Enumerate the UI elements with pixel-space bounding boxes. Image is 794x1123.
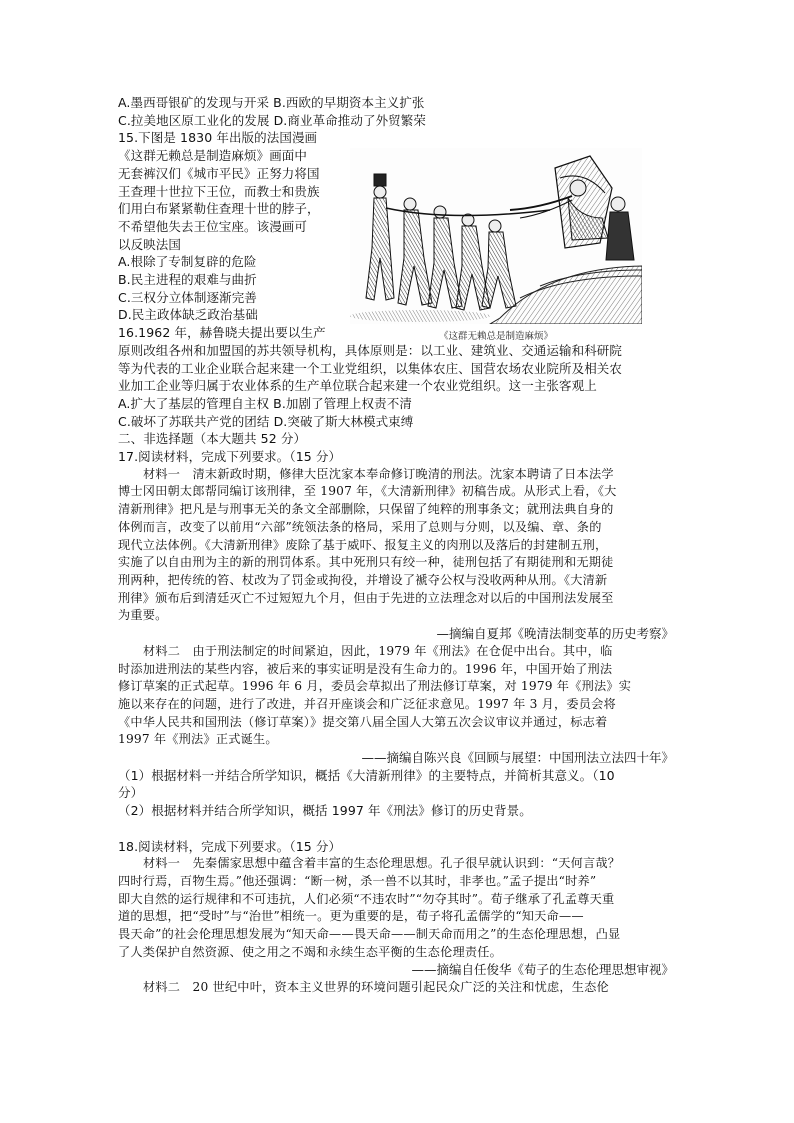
figure-caption: 《这群无赖总是制造麻烦》 bbox=[438, 331, 553, 342]
q17-question-line: 分） bbox=[118, 785, 144, 801]
q15-stem-line: 《这群无赖总是制造麻烦》画面中 bbox=[118, 148, 308, 164]
blank-gap bbox=[118, 820, 678, 838]
q17-material1-line: 清新刑律》把凡是与刑事无关的条文全部删除，只保留了纯粹的刑事条文；就刑法典自身的 bbox=[118, 502, 614, 517]
q18-material1-line: 材料一 先秦儒家思想中蕴含着丰富的生态伦理思想。孔子很早就认识到：“天何言哉？ bbox=[143, 856, 621, 871]
cartoon-figure bbox=[350, 148, 642, 344]
q18-material1-line: 畏天命”的社会伦理思想发展为“知天命——畏天命——制天命而用之”的生态伦理思想，凸显 bbox=[118, 927, 621, 942]
q17-material2-source: ——摘编自陈兴良《回顾与展望：中国刑法立法四十年》 bbox=[361, 750, 674, 766]
q15-stem-line: 15.下图是 1830 年出版的法国漫画 bbox=[118, 130, 318, 146]
q17-material1-line: 体例而言，改变了以前用“六部”统领法条的格局，采用了总则与分则，以及编、章、条的 bbox=[118, 519, 602, 534]
q14-option-line: C.拉美地区原工业化的发展 D.商业革命推动了外贸繁荣 bbox=[118, 112, 426, 128]
q16-option-line: A.扩大了基层的管理自主权 B.加剧了管理上权责不清 bbox=[118, 395, 412, 411]
q18-material1-source: ——摘编自任俊华《荀子的生态伦理思想审视》 bbox=[411, 962, 674, 978]
q15-stem-line: 以反映法国 bbox=[118, 236, 182, 252]
q16-stem-line: 原则改组各州和加盟国的苏共领导机构，具体原则是：以工业、建筑业、交通运输和科研院 bbox=[118, 342, 623, 358]
q15-stem-line: 们用白布紧紧勒住查理十世的脖子， bbox=[118, 201, 320, 217]
section-2-title: 二、非选择题（本大题共 52 分） bbox=[118, 431, 307, 447]
q15-option-a: A.根除了专制复辟的危险 bbox=[118, 254, 257, 270]
q17-material1-line: 刑两种，把传统的笞、杖改为了罚金或拘役，并增设了褫夺公权与没收两种从刑。《大清新 bbox=[118, 572, 608, 587]
q16-stem-line: 16.1962 年，赫鲁晓夫提出要以生产 bbox=[118, 325, 326, 341]
q18-material1-line: 即大自然的运行规律和不可违抗，人们必须“不违农时”“勿夺其时”。荀子继承了孔孟尊天重 bbox=[118, 891, 615, 906]
q17-material2-line: 《中华人民共和国刑法（修订草案）》提交第八届全国人大第五次会议审议并通过，标志着 bbox=[118, 714, 608, 729]
q17-material1-line: 现代立法体例。《大清新刑律》废除了基于威吓、报复主义的肉刑以及落后的封建制五刑， bbox=[118, 537, 608, 552]
q16-option-line: C.破坏了苏联共产党的团结 D.突破了斯大林模式束缚 bbox=[118, 413, 414, 429]
q17-material1-line: 为重要。 bbox=[118, 608, 168, 623]
q17-material2-line: 材料二 由于刑法制定的时间紧迫，因此，1979 年《刑法》在仓促中出台。其中，临 bbox=[143, 643, 613, 658]
q15-stem-line: 不希望他失去王位宝座。该漫画可 bbox=[118, 218, 308, 234]
q17-material2-line: 修订草案的正式起草。1996 年 6 月，委员会草拟出了刑法修订草案，对 1979 年《刑法》实 bbox=[118, 679, 632, 694]
q14-option-line: A.墨西哥银矿的发现与开采 B.西欧的早期资本主义扩张 bbox=[118, 95, 425, 110]
q17-material1-line: 实施了以自由刑为主的新的刑罚体系。其中死刑只有绞一种，徒刑包括了有期徒刑和无期徒 bbox=[118, 555, 614, 570]
q18-material1-line: 了人类保护自然资源、使之用之不竭和永续生态平衡的生态伦理责任。 bbox=[118, 944, 503, 959]
q17-question-line: （1）根据材料一并结合所学知识，概括《大清新刑律》的主要特点，并简析其意义。（10 bbox=[118, 767, 615, 783]
q17-material2-line: 时添加进刑法的某些内容，被后来的事实证明是没有生命力的。1996 年，中国开始了刑法 bbox=[118, 661, 613, 676]
q17-material2-line: 施以来存在的问题，进行了改进，并召开座谈会和广泛征求意见。1997 年 3 月，委员会将 bbox=[118, 696, 616, 711]
q17-material1-line: 博士冈田朝太郎帮同编订该刑律，至 1907 年，《大清新刑律》初稿告成。从形式上看，《大 bbox=[118, 484, 617, 499]
q17-title: 17.阅读材料，完成下列要求。（15 分） bbox=[118, 449, 342, 465]
q17-material1-source: —摘编自夏邦《晚清法制变革的历史考察》 bbox=[436, 626, 674, 642]
q17-material1-line: 材料一 清末新政时期，修律大臣沈家本奉命修订晚清的刑法。沈家本聘请了日本法学 bbox=[143, 466, 614, 481]
q18-material1-line: 四时行焉，百物生焉。”他还强调：“断一树，杀一兽不以其时，非孝也。”孟子提出“时养” bbox=[118, 873, 597, 888]
q16-stem-line: 等为代表的工业企业联合起来建一个工业党组织，以集体农庄、国营农场农业院所及相关农 bbox=[118, 360, 623, 376]
q15-option-c: C.三权分立体制逐渐完善 bbox=[118, 289, 257, 305]
q15-option-d: D.民主政体缺乏政治基础 bbox=[118, 307, 258, 323]
q16-stem-line: 业加工企业等归属于农业体系的生产单位联合起来建一个农业党组织。这一主张客观上 bbox=[118, 378, 597, 394]
q15-stem-line: 无套裤汉们《城市平民》正努力将国 bbox=[118, 165, 320, 181]
question-17 bbox=[118, 448, 678, 820]
q15-stem-line: 王查理十世拉下王位，而教士和贵族 bbox=[118, 183, 320, 199]
q18-material2-line: 材料二 20 世纪中叶，资本主义世界的环境问题引起民众广泛的关注和忧虑，生态伦 bbox=[143, 980, 609, 995]
q18-title: 18.阅读材料，完成下列要求。（15 分） bbox=[118, 838, 342, 854]
cartoon-illustration bbox=[350, 148, 642, 324]
q18-material1-line: 道的思想，把“受时”与“治世”相统一。更为重要的是，荀子将孔孟儒学的“知天命—— bbox=[118, 909, 584, 924]
q17-material1-line: 刑律》颁布后到清廷灭亡不过短短九个月，但由于先进的立法理念对以后的中国刑法发展至 bbox=[118, 590, 614, 605]
q15-option-b: B.民主进程的艰难与曲折 bbox=[118, 272, 257, 288]
q17-material2-line: 1997 年《刑法》正式诞生。 bbox=[118, 732, 278, 747]
q17-question-line: （2）根据材料并结合所学知识，概括 1997 年《刑法》修订的历史背景。 bbox=[118, 803, 532, 819]
question-18 bbox=[118, 838, 678, 997]
